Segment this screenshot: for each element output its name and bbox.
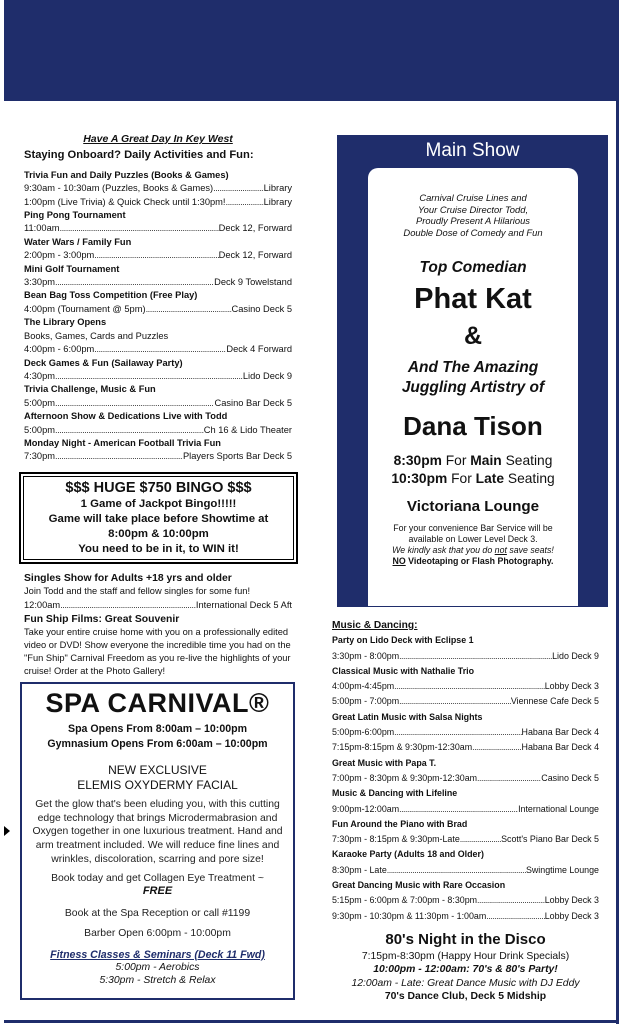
header-banner <box>4 0 619 101</box>
disco-line: 70's Dance Club, Deck 5 Midship <box>384 990 547 1002</box>
show-intro: Proudly Present A Hilarious <box>416 215 530 226</box>
event-title: Deck Games & Fun (Sailaway Party) <box>24 357 183 368</box>
schedule-line: 5:00pm ..... Ch 16 & Lido Theater <box>24 424 292 437</box>
daily-activities-column <box>24 133 292 678</box>
event-title: Monday Night - American Football Trivia Fun <box>24 437 221 448</box>
schedule-line: 5:00pm ..... Casino Bar Deck 5 <box>24 397 292 410</box>
schedule-line: 1:00pm (Live Trivia) & Quick Check until 1:30pm! ..... Library <box>24 196 292 209</box>
event-title: Classical Music with Nathalie Trio <box>332 665 475 676</box>
event-title: Great Dancing Music with Rare Occasion <box>332 880 506 891</box>
singles-title: Singles Show for Adults +18 yrs and older <box>24 572 232 584</box>
juggler-intro: Juggling Artistry of <box>401 379 545 396</box>
singles-schedule: 12:00am ..... International Deck 5 Aft <box>24 599 292 612</box>
event-title: Music & Dancing with Lifeline <box>332 788 458 799</box>
show-stage <box>368 168 578 606</box>
performer-2-name: Dana Tison <box>403 411 543 441</box>
event-title: Mini Golf Tournament <box>24 263 120 274</box>
schedule-line: 4:30pm ..... Lido Deck 9 <box>24 370 292 383</box>
performer-1-name: Phat Kat <box>414 283 532 315</box>
schedule-line: 3:30pm - 8:00pm ..... Lido Deck 9 <box>332 649 599 664</box>
schedule-line: 3:30pm ..... Deck 9 Towelstand <box>24 276 292 289</box>
gym-hours: Gymnasium Opens From 6:00am – 10:00pm <box>47 738 268 750</box>
page-marker-icon <box>4 826 10 836</box>
event-title: Great Music with Papa T. <box>332 757 437 768</box>
schedule-line: 8:30pm - Late ..... Swingtime Lounge <box>332 863 599 878</box>
schedule-line: 7:30pm ..... Players Sports Bar Deck 5 <box>24 450 292 463</box>
schedule-line: 11:00am ..... Deck 12, Forward <box>24 222 292 235</box>
aerobics-time: 5:00pm - Aerobics <box>115 961 200 973</box>
schedule-line: 9:00pm-12:00am ..... International Lounge <box>332 802 599 817</box>
disco-line: 7:15pm-8:30pm (Happy Hour Drink Specials) <box>361 951 570 962</box>
activities-subheader: Staying Onboard? Daily Activities and Fun: <box>24 149 254 162</box>
schedule-line: 4:00pm - 6:00pm ..... Deck 4 Forward <box>24 343 292 356</box>
bingo-line: Game will take place before Showtime at <box>48 512 269 525</box>
schedule-line: 9:30am - 10:30am (Puzzles, Books & Games) ..... Library <box>24 182 292 195</box>
bingo-box <box>19 472 298 564</box>
show-times: 8:30pm For Main Seating 10:30pm For Late Seating <box>391 453 555 486</box>
stretch-time: 5:30pm - Stretch & Relax <box>99 975 216 987</box>
event-title: Bean Bag Toss Competition (Free Play) <box>24 290 198 301</box>
schedule-line: 5:00pm - 7:00pm ..... Viennese Cafe Deck 5 <box>332 694 599 709</box>
disco-section <box>332 930 599 1003</box>
day-header: Have A Great Day In Key West <box>83 133 233 145</box>
event-title: Karaoke Party (Adults 18 and Older) <box>332 849 484 860</box>
juggler-intro: And The Amazing <box>407 359 539 376</box>
venue-name: Victoriana Lounge <box>406 498 540 515</box>
spa-box <box>20 682 295 1000</box>
schedule-line: 9:30pm - 10:30pm & 11:30pm - 1:00am ..... Lobby Deck 3 <box>332 909 599 924</box>
show-intro: Your Cruise Director Todd, <box>417 203 529 215</box>
event-note: Books, Games, Cards and Puzzles <box>24 330 169 341</box>
schedule-line: 7:15pm-8:15pm & 9:30pm-12:30am ..... Habana Bar Deck 4 <box>332 740 599 755</box>
fitness-header: Fitness Classes & Seminars (Deck 11 Fwd) <box>50 948 265 961</box>
spa-free: FREE <box>142 885 173 898</box>
spa-facial-name: ELEMIS OXYDERMY FACIAL <box>77 778 238 792</box>
schedule-line: 2:00pm - 3:00pm ..... Deck 12, Forward <box>24 249 292 262</box>
spa-hours: Spa Opens From 8:00am – 10:00pm <box>68 723 247 735</box>
event-title: Afternoon Show & Dedications Live with Todd <box>24 411 228 422</box>
bingo-line: You need to be in it, to WIN it! <box>78 542 239 555</box>
show-intro: Carnival Cruise Lines and <box>419 192 527 203</box>
music-list <box>332 633 599 924</box>
show-intro: Double Dose of Comedy and Fun <box>403 226 543 238</box>
spa-collagen: Book today and get Collagen Eye Treatment ~ <box>51 872 264 884</box>
event-title: Water Wars / Family Fun <box>24 236 132 247</box>
top-comedian-label: Top Comedian <box>419 259 527 276</box>
event-title: Fun Around the Piano with Brad <box>332 818 468 829</box>
music-header: Music & Dancing: <box>332 620 418 631</box>
schedule-line: 5:00pm-6:00pm ..... Habana Bar Deck 4 <box>332 725 599 740</box>
event-title: Great Latin Music with Salsa Nights <box>332 711 483 722</box>
films-desc: Take your entire cruise home with you on a professionally edited video or DVD! Show everyone the incredible time you had on the "Fun Ship" Carnival Freedom as you re-live the highlights of your cruise! Order at the Photo Gallery! <box>24 627 291 676</box>
event-title: Party on Lido Deck with Eclipse 1 <box>332 635 474 646</box>
spa-title: SPA CARNIVAL® <box>45 688 270 718</box>
disco-line: 10:00pm - 12:00am: 70's & 80's Party! <box>373 964 558 976</box>
schedule-line: 4:00pm (Tournament @ 5pm) ..... Casino Deck 5 <box>24 303 292 316</box>
page-border-right <box>616 0 619 1024</box>
schedule-line: 4:00pm-4:45pm ..... Lobby Deck 3 <box>332 679 599 694</box>
event-title: Ping Pong Tournament <box>24 210 126 221</box>
page-border-bottom <box>4 1020 619 1023</box>
activities-list <box>24 169 292 464</box>
films-title: Fun Ship Films: Great Souvenir <box>24 613 180 625</box>
bingo-line: 1 Game of Jackpot Bingo!!!!! <box>80 497 237 510</box>
spa-booking: Book at the Spa Reception or call #1199 <box>64 908 251 920</box>
schedule-line: 7:00pm - 8:30pm & 9:30pm-12:30am ..... Casino Deck 5 <box>332 771 599 786</box>
schedule-line: 5:15pm - 6:00pm & 7:00pm - 8:30pm ..... Lobby Deck 3 <box>332 893 599 908</box>
event-title: Trivia Fun and Daily Puzzles (Books & Games) <box>24 169 229 180</box>
spa-new-label: NEW EXCLUSIVE <box>108 763 207 777</box>
disco-line: 12:00am - Late: Great Dance Music with DJ Eddy <box>351 977 580 989</box>
event-title: The Library Opens <box>24 317 107 328</box>
singles-desc: Join Todd and the staff and fellow singles for some fun! <box>24 586 251 597</box>
ampersand: & <box>463 322 483 350</box>
barber-hours: Barber Open 6:00pm - 10:00pm <box>84 927 231 939</box>
spa-description: Get the glow that's been eluding you, with this cutting edge technology that brings Microdermabrasion and Oxygen together in one luxurious treatment. Hand and arm treatment included. We will reduce fine lines and wrinkles, discoloration, scarring and pore size! <box>32 799 283 865</box>
disco-title: 80's Night in the Disco <box>385 931 546 948</box>
event-title: Trivia Challenge, Music & Fun <box>24 384 156 395</box>
show-notes: For your convenience Bar Service will be available on Lower Level Deck 3. We kindly ask that you do not save seats! NO Videotaping or Flash Photography. <box>392 523 554 566</box>
main-show-panel <box>337 135 608 607</box>
main-show-title: Main Show <box>425 140 520 161</box>
schedule-line: 7:30pm - 8:15pm & 9:30pm-Late ..... Scott's Piano Bar Deck 5 <box>332 832 599 847</box>
bingo-title: $$$ HUGE $750 BINGO $$$ <box>65 479 252 496</box>
bingo-line: 8:00pm & 10:00pm <box>108 527 209 540</box>
music-dancing-section <box>332 618 599 924</box>
